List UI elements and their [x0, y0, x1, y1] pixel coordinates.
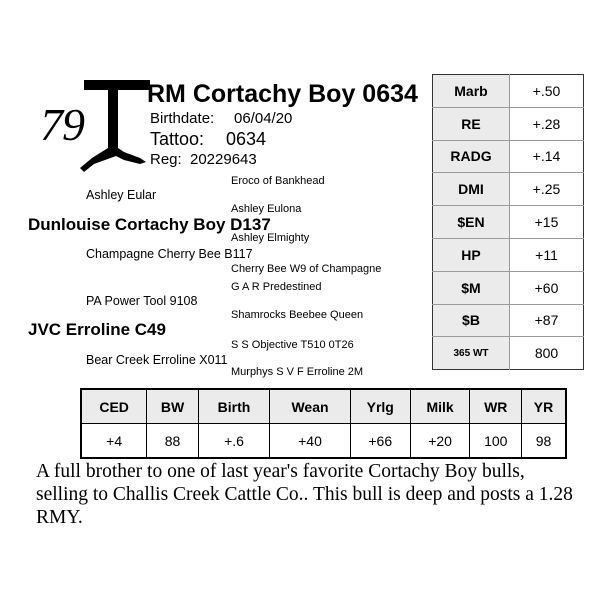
tattoo-label: Tattoo:	[150, 129, 205, 149]
epd-row	[433, 173, 584, 206]
pedigree-pa-power-tool: PA Power Tool 9108	[86, 294, 198, 308]
epd-header-cell: BW	[147, 389, 199, 424]
epd-label: 365 WT	[433, 337, 510, 370]
epd-header-cell: Milk	[410, 389, 470, 424]
epd-label: RADG	[433, 140, 510, 173]
pedigree-ashley-eular: Ashley Eular	[86, 188, 157, 202]
epd-value-cell: +66	[350, 424, 410, 459]
epd-value: +.14	[510, 140, 584, 173]
pedigree-eroco: Eroco of Bankhead	[231, 175, 325, 187]
animal-name: RM Cortachy Boy 0634	[147, 80, 418, 108]
epd-value-cell: +20	[410, 424, 470, 459]
epd-row	[433, 271, 584, 304]
epd-label: $EN	[433, 206, 510, 239]
pedigree-ashley-elmighty: Ashley Elmighty	[231, 232, 310, 244]
pedigree-sire: Dunlouise Cortachy Boy D137	[28, 215, 271, 234]
epd-header-cell: YR	[522, 389, 566, 424]
epd-value: +15	[510, 206, 584, 239]
reg-value: 20229643	[190, 151, 257, 168]
epd-value-cell: +40	[270, 424, 351, 459]
pedigree-cherry-bee-w9: Cherry Bee W9 of Champagne	[231, 263, 382, 275]
epd-value: +87	[510, 304, 584, 337]
epd-value-cell: 98	[522, 424, 566, 459]
epd-bottom-table	[80, 388, 567, 459]
pedigree-murphys: Murphys S V F Erroline 2M	[231, 366, 364, 378]
epd-row	[433, 75, 584, 108]
epd-row	[433, 140, 584, 173]
pedigree-shamrocks: Shamrocks Beebee Queen	[231, 309, 364, 321]
epd-value-cell: 100	[470, 424, 522, 459]
epd-side-table	[432, 74, 584, 370]
birthdate-value: 06/04/20	[234, 110, 293, 127]
epd-value-cell: +4	[81, 424, 147, 459]
epd-value-row	[81, 424, 566, 459]
reg-label: Reg:	[150, 151, 182, 168]
epd-label: $B	[433, 304, 510, 337]
pedigree-dam: JVC Erroline C49	[28, 320, 166, 339]
epd-value-cell: 88	[147, 424, 199, 459]
epd-label: HP	[433, 238, 510, 271]
pedigree-champagne-cherry-bee: Champagne Cherry Bee B117	[86, 247, 253, 261]
pedigree-bear-creek: Bear Creek Erroline X011	[86, 353, 228, 367]
epd-header-cell: Birth	[198, 389, 269, 424]
epd-value: +60	[510, 271, 584, 304]
epd-header-cell: Yrlg	[350, 389, 410, 424]
brand-mark	[28, 78, 158, 178]
epd-label: DMI	[433, 173, 510, 206]
epd-label: $M	[433, 271, 510, 304]
epd-row	[433, 304, 584, 337]
epd-value: +.50	[510, 75, 584, 108]
tattoo-value: 0634	[226, 129, 267, 149]
epd-header-cell: CED	[81, 389, 147, 424]
epd-header-cell: WR	[470, 389, 522, 424]
epd-value: +11	[510, 238, 584, 271]
lot-number: 79	[40, 99, 84, 150]
epd-row	[433, 107, 584, 140]
epd-header-cell: Wean	[270, 389, 351, 424]
epd-value: +.25	[510, 173, 584, 206]
pedigree-ashley-eulona: Ashley Eulona	[231, 203, 302, 215]
epd-row	[433, 206, 584, 239]
pedigree-ss-objective: S S Objective T510 0T26	[231, 339, 354, 351]
epd-value: +.28	[510, 107, 584, 140]
epd-value: 800	[534, 345, 559, 362]
epd-label: Marb	[433, 75, 510, 108]
epd-row	[433, 337, 584, 370]
birthdate-label: Birthdate:	[150, 110, 215, 127]
epd-header-row	[81, 389, 566, 424]
epd-value-cell: +.6	[198, 424, 269, 459]
description: A full brother to one of last year's favorite Cortachy Boy bulls, selling to Challis Creek Cattle Co.. This bull is deep and posts a 1.28 RMY.	[36, 461, 573, 528]
epd-label: RE	[433, 107, 510, 140]
epd-row	[433, 238, 584, 271]
pedigree-gar-predestined: G A R Predestined	[231, 281, 322, 293]
